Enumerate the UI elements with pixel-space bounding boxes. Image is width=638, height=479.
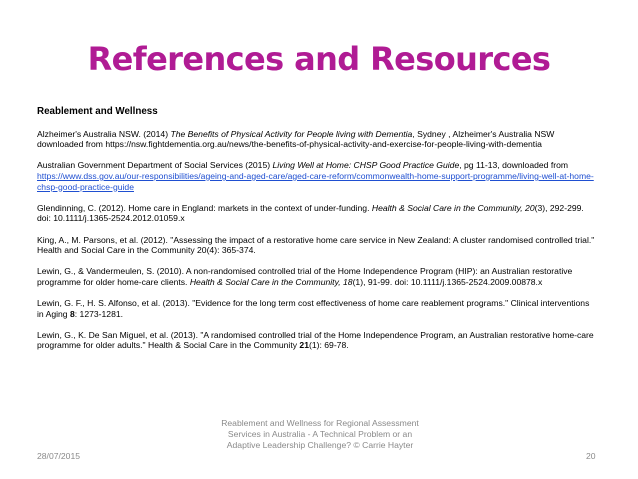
section-heading: Reablement and Wellness: [37, 106, 158, 117]
reference-text: , Sydney , Alzheimer's Australia NSW downloaded from https://nsw.fightdementia.org.au/news/the-benefits-of-physical-activity-and-exercise-for-people-living-with-dementia: [37, 128, 555, 150]
reference-title: The Benefits of Physical Activity for People living with Dementia: [170, 128, 413, 139]
footer-date: 28/07/2015: [37, 451, 81, 461]
reference-journal: Health & Social Care in the Community, 18: [189, 276, 353, 287]
reference-text: : 1273-1281.: [74, 308, 124, 319]
footer-caption: Reablement and Wellness for Regional Assessment Services in Australia - A Technical Problem or an Adaptive Leadership Challenge? © Carrie Hayter: [221, 418, 419, 451]
reference-text: (1): 69-78.: [308, 340, 349, 351]
reference-volume: 8: [69, 308, 75, 319]
reference-link[interactable]: https://www.dss.gov.au/our-responsibilities/ageing-and-aged-care/aged-care-reform/commonwealth-home-support-programme/living-well-at-home-chsp-good-practice-guide: [37, 170, 594, 192]
reference-text: King, A., M. Parsons, et al. (2012). "Assessing the impact of a restorative home care service in New Zealand: A cluster randomised controlled trial." Health and Social Care in the Community 20(4): 365-374.: [37, 234, 595, 256]
page-number: 20: [586, 451, 596, 461]
slide-title: References and Resources: [87, 40, 551, 78]
reference-text: (3), 292-299. doi: 10.1111/j.1365-2524.2012.01059.x: [37, 202, 584, 224]
reference-item: [37, 235, 597, 256]
reference-volume: 21: [299, 340, 309, 351]
reference-item: [37, 160, 597, 192]
reference-journal: Health & Social Care in the Community, 20: [371, 202, 535, 213]
reference-item: [37, 129, 597, 150]
reference-text: Lewin, G. F., H. S. Alfonso, et al. (2013). "Evidence for the long term cost effectiveness of home care reablement programs." Clinical interventions in Aging: [37, 298, 590, 319]
reference-text: Australian Government Department of Social Services (2015): [37, 160, 273, 171]
reference-item: [37, 298, 597, 319]
reference-item: [37, 330, 597, 351]
reference-text: Glendinning, C. (2012). Home care in England: markets in the context of under-funding.: [37, 202, 372, 213]
reference-text: (1), 91-99. doi: 10.1111/j.1365-2524.2009.00878.x: [352, 276, 543, 287]
reference-text: Alzheimer's Australia NSW. (2014): [37, 128, 171, 139]
references-content: [37, 107, 597, 362]
reference-text: , pg 11-13, downloaded from: [459, 160, 569, 171]
reference-item: [37, 266, 597, 287]
reference-title: Living Well at Home: CHSP Good Practice Guide: [272, 160, 460, 171]
reference-text: Lewin, G., K. De San Miguel, et al. (2013). "A randomised controlled trial of the Home Independence Program, an Australian restorative home-care programme for older adults." Health & Social Care in the Community: [37, 329, 594, 351]
reference-item: [37, 203, 597, 224]
reference-text: Lewin, G., & Vandermeulen, S. (2010). A non-randomised controlled trial of the Home Independence Program (HIP): an Australian restorative programme for older home-care clients.: [37, 266, 573, 287]
